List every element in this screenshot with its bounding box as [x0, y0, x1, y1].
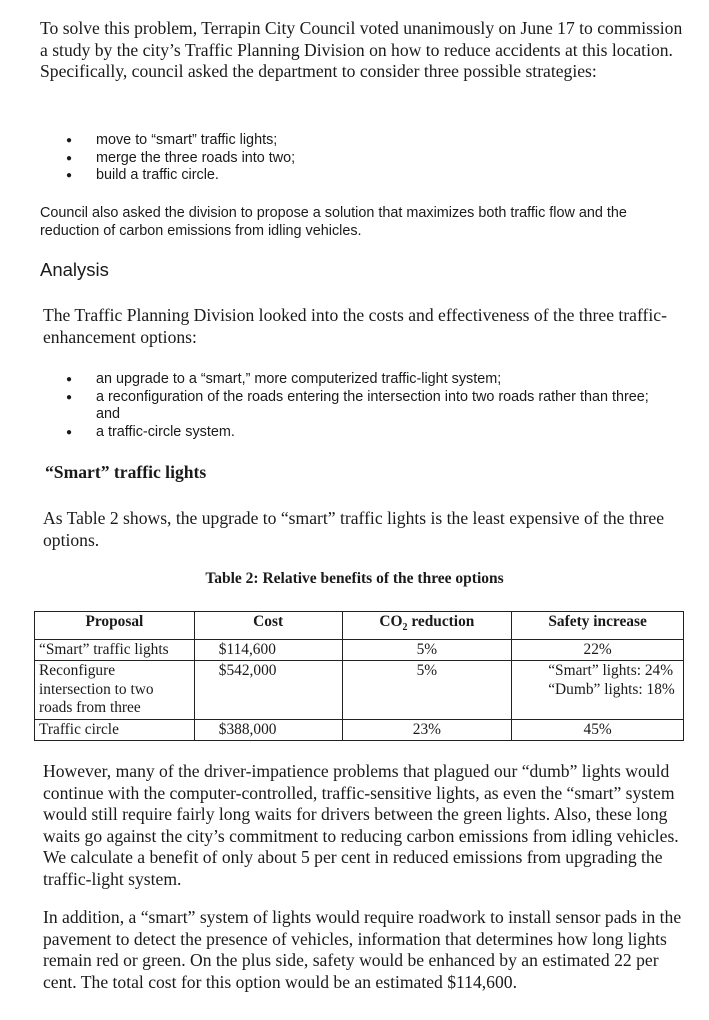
header-cost: Cost [194, 612, 342, 640]
smart-lights-heading: “Smart” traffic lights [45, 462, 207, 482]
header-proposal: Proposal [35, 612, 195, 640]
bullet-icon: ● [66, 391, 73, 403]
table-row [35, 719, 684, 741]
bullet-icon: ● [66, 170, 73, 181]
cell-safety: 45% [512, 719, 684, 741]
safety-dumb-lights: “Dumb” lights: 18% [548, 680, 675, 698]
cell-proposal: “Smart” traffic lights [35, 639, 195, 661]
options-list [60, 371, 660, 441]
strategies-list [60, 132, 460, 185]
header-co2: $CO_2$ reduction [342, 612, 512, 640]
list-item: ● a traffic-circle system. [66, 423, 235, 440]
bullet-icon: ● [66, 152, 73, 164]
discussion-paragraph-2: In addition, a “smart” system of lights would require roadwork to install sensor pads in the pavement to detect the presence of vehicles, information that determines how long lights remain red or green. On the plus side, safety would be enhanced by an estimated 22 per cent. The total cost for this option would be an estimated $114,600. [43, 907, 682, 992]
cell-proposal: Reconfigure intersection to two roads from three [35, 661, 195, 720]
list-item: ● an upgrade to a “smart,” more computerized traffic-light system; [66, 371, 502, 387]
cell-safety: 22% [512, 639, 684, 661]
smart-lights-paragraph: As Table 2 shows, the upgrade to “smart” traffic lights is the least expensive of the three options. [43, 508, 665, 550]
analysis-paragraph: The Traffic Planning Division looked into the costs and effectiveness of the three traffic-enhancement options: [43, 305, 667, 347]
header-safety: Safety increase [512, 612, 684, 640]
benefits-table [34, 611, 684, 741]
analysis-heading: Analysis [40, 259, 109, 280]
list-item: ● move to “smart” traffic lights; [66, 132, 278, 148]
safety-smart-lights: “Smart” lights: 24% [548, 662, 674, 680]
council-request-paragraph: Council also asked the division to propose a solution that maximizes both traffic flow and the reduction of carbon emissions from idling vehicles. [40, 205, 627, 239]
cell-cost: $114,600 [194, 639, 342, 661]
list-item: ● merge the three roads into two; [66, 149, 296, 166]
list-item: ● build a traffic circle. [66, 167, 219, 183]
cell-proposal: Traffic circle [35, 719, 195, 741]
cell-co2: 23% [342, 719, 512, 741]
list-item: ● a reconfiguration of the roads entering the intersection into two roads rather than three; and [66, 388, 649, 422]
table-caption: Table 2: Relative benefits of the three options [205, 570, 504, 587]
cell-cost: $388,000 [194, 719, 342, 741]
intro-paragraph: To solve this problem, Terrapin City Council voted unanimously on June 17 to commission a study by the city’s Traffic Planning Division on how to reduce accidents at this location. Specifically, council asked the department to consider three possible strategies: [40, 18, 683, 81]
table-row [35, 639, 684, 661]
bullet-icon: ● [66, 135, 73, 146]
table-row [35, 661, 684, 720]
cell-co2: 5% [342, 639, 512, 661]
cell-cost: $542,000 [194, 661, 342, 720]
cell-co2: 5% [342, 661, 512, 720]
bullet-icon: ● [66, 374, 73, 385]
table-header-row [35, 612, 684, 640]
cell-safety [512, 661, 684, 720]
discussion-paragraph-1: However, many of the driver-impatience problems that plagued our “dumb” lights would continue with the computer-controlled, traffic-sensitive lights, as even the “smart” system would still require fairly long waits for drivers between the green lights. Also, these long waits go against the city’s commitment to reducing carbon emissions from idling vehicles. We calculate a benefit of only about 5 per cent in reduced emissions from upgrading the traffic-light system. [43, 761, 679, 889]
bullet-icon: ● [66, 426, 73, 438]
